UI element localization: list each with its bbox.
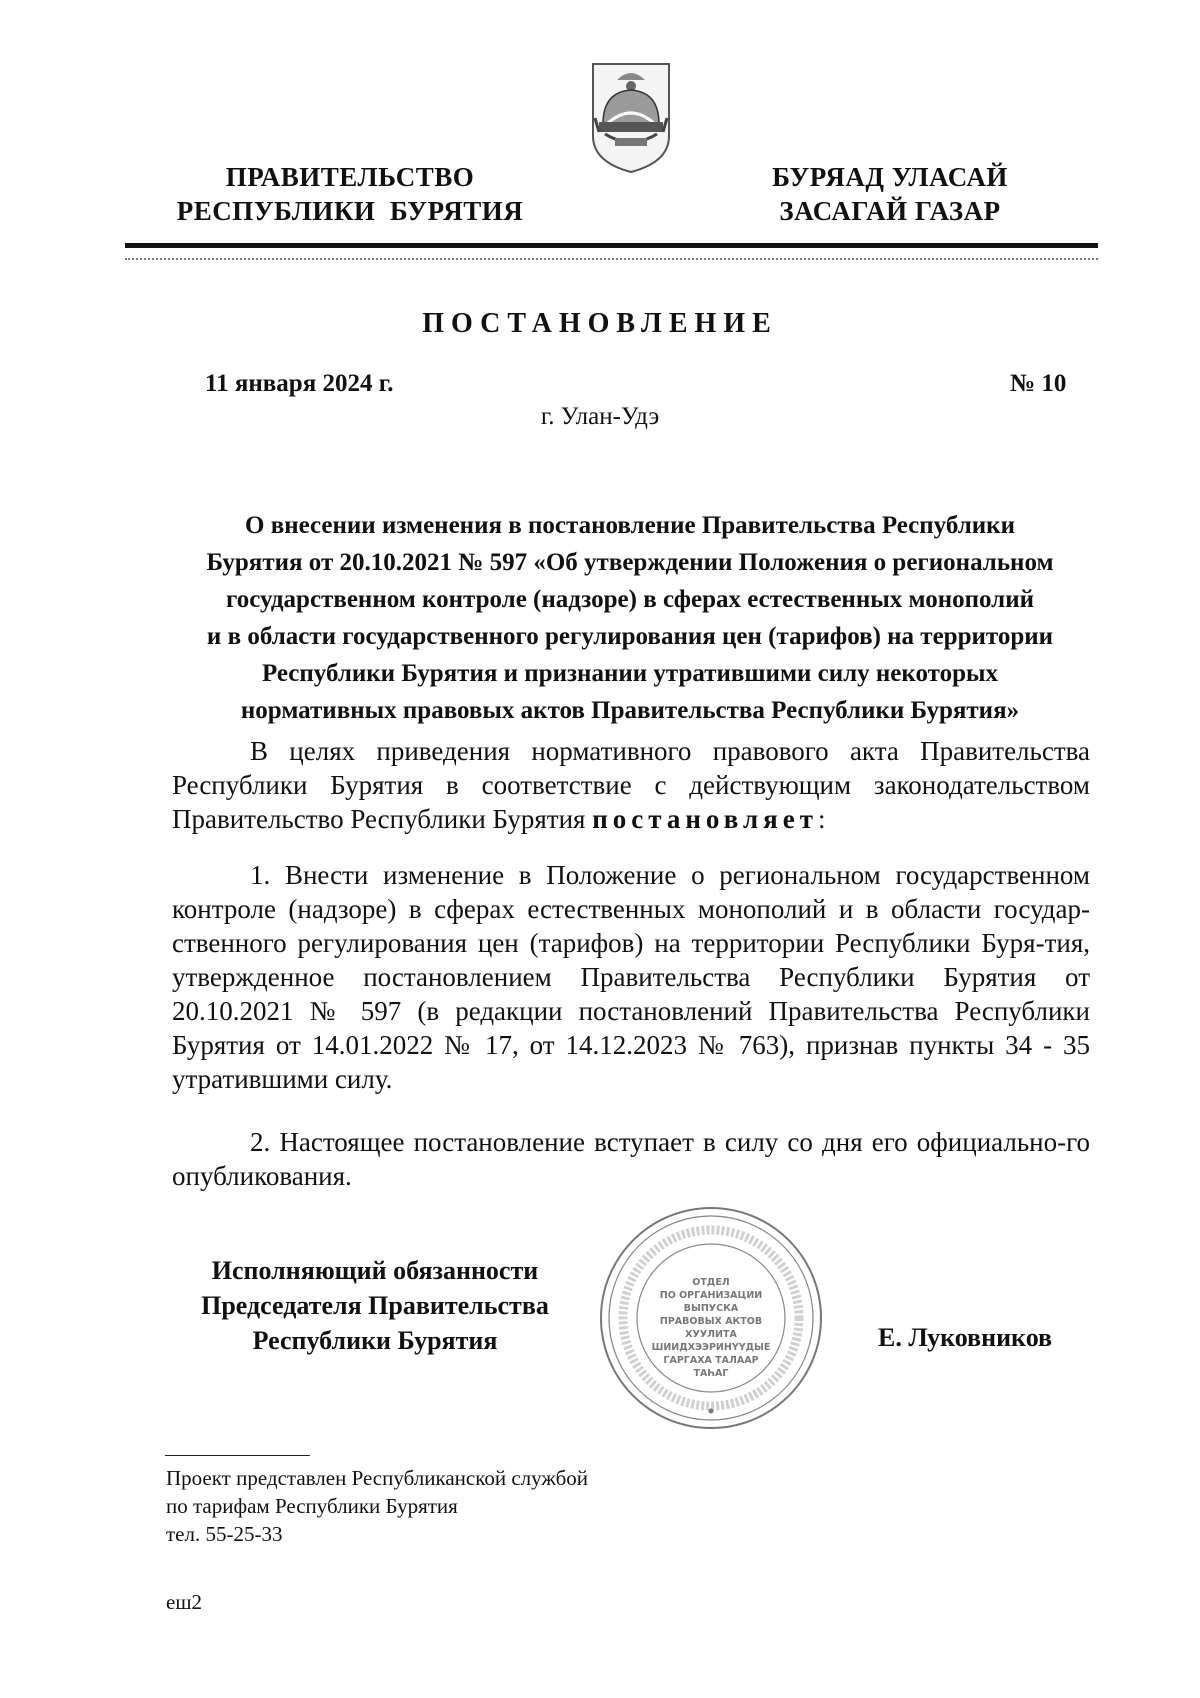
- project-note: [166, 1464, 588, 1548]
- item-2-paragraph: [172, 1125, 1090, 1193]
- header-left-line2: РЕСПУБЛИКИ БУРЯТИЯ: [176, 196, 524, 226]
- document-type-title: ПОСТАНОВЛЕНИЕ: [422, 308, 778, 339]
- project-note-line2: по тарифам Республики Бурятия: [166, 1494, 458, 1518]
- subject-line: Бурятия от 20.10.2021 № 597 «Об утверждении Положения о региональном: [206, 549, 1054, 576]
- subject-line: нормативных правовых актов Правительства Республики Бурятия»: [240, 697, 1020, 724]
- project-note-line3: тел. 55-25-33: [166, 1522, 283, 1546]
- footnote-divider: [165, 1455, 310, 1456]
- svg-text:ГАРГАХА ТАЛААР: ГАРГАХА ТАЛААР: [663, 1355, 759, 1366]
- signatory-position-line1: Исполняющий обязанности: [211, 1256, 539, 1285]
- subject-line: О внесении изменения в постановление Правительства Республики: [245, 512, 1015, 539]
- document-city: г. Улан-Удэ: [540, 403, 660, 430]
- preamble-end: :: [817, 804, 826, 834]
- svg-text:ШИИДХЭЭРИНҮҮДЫЕ: ШИИДХЭЭРИНҮҮДЫЕ: [651, 1342, 771, 1353]
- signatory-position-line2: Председателя Правительства: [201, 1291, 549, 1320]
- svg-text:ХУУЛИТА: ХУУЛИТА: [685, 1329, 737, 1340]
- signatory-name: Е. Луковников: [878, 1323, 1053, 1352]
- preamble-verb: постановляет: [592, 804, 818, 834]
- svg-text:ПО ОРГАНИЗАЦИИ: ПО ОРГАНИЗАЦИИ: [659, 1290, 763, 1301]
- official-seal-icon: [596, 1203, 826, 1433]
- header-dotted-divider: [125, 258, 1098, 260]
- item-1-paragraph: [172, 858, 1090, 1096]
- coat-of-arms-icon: [585, 58, 677, 176]
- signatory-position: [160, 1253, 590, 1358]
- signatory-position-line3: Республики Бурятия: [252, 1326, 498, 1355]
- document-subject: [160, 507, 1100, 729]
- subject-line: государственном контроле (надзоре) в сферах естественных монополий: [225, 586, 1035, 613]
- project-note-line1: Проект представлен Республиканской службой: [166, 1466, 589, 1490]
- document-code: еш2: [166, 1590, 202, 1614]
- header-left-line1: ПРАВИТЕЛЬСТВО: [225, 162, 475, 192]
- subject-line: и в области государственного регулирования цен (тарифов) на территории: [206, 623, 1054, 650]
- preamble-text: В целях приведения нормативного правового акта Правительства Республики Бурятия в соответствие с действующим законодательством Правительство Республики Бурятия: [172, 736, 1090, 834]
- document-date: 11 января 2024 г.: [205, 370, 394, 397]
- header-right-line2: ЗАСАГАЙ ГАЗАР: [779, 196, 1001, 226]
- item-2-text: 2. Настоящее постановление вступает в силу со дня его официально-го опубликования.: [172, 1127, 1090, 1191]
- header-right-line1: БУРЯАД УЛАСАЙ: [772, 162, 1008, 192]
- subject-line: Республики Бурятия и признании утратившими силу некоторых: [261, 660, 999, 687]
- preamble-paragraph: [172, 734, 1090, 836]
- header-left-block: [150, 160, 550, 228]
- item-1-text: 1. Внести изменение в Положение о региональном государственном контроле (надзоре) в сферах естественных монополий и в области государ-ственного регулирования цен (тарифов) на территории Республики Буря-тия, утвержденное постановлением Правительства Республики Бурятия от 20.10.2021 № 597 (в редакции постановлений Правительства Республики Бурятия от 14.01.2022 № 17, от 14.12.2023 № 763), признав пункты 34 - 35 утратившими силу.: [172, 860, 1090, 1094]
- header-right-block: [720, 160, 1060, 228]
- svg-text:ПРАВОВЫХ АКТОВ: ПРАВОВЫХ АКТОВ: [659, 1316, 763, 1327]
- svg-text:ТАҺАГ: ТАҺАГ: [693, 1368, 729, 1379]
- svg-text:ОТДЕЛ: ОТДЕЛ: [692, 1277, 730, 1288]
- svg-text:ВЫПУСКА: ВЫПУСКА: [683, 1303, 739, 1314]
- header-divider: [125, 243, 1098, 248]
- document-number: № 10: [1010, 370, 1067, 397]
